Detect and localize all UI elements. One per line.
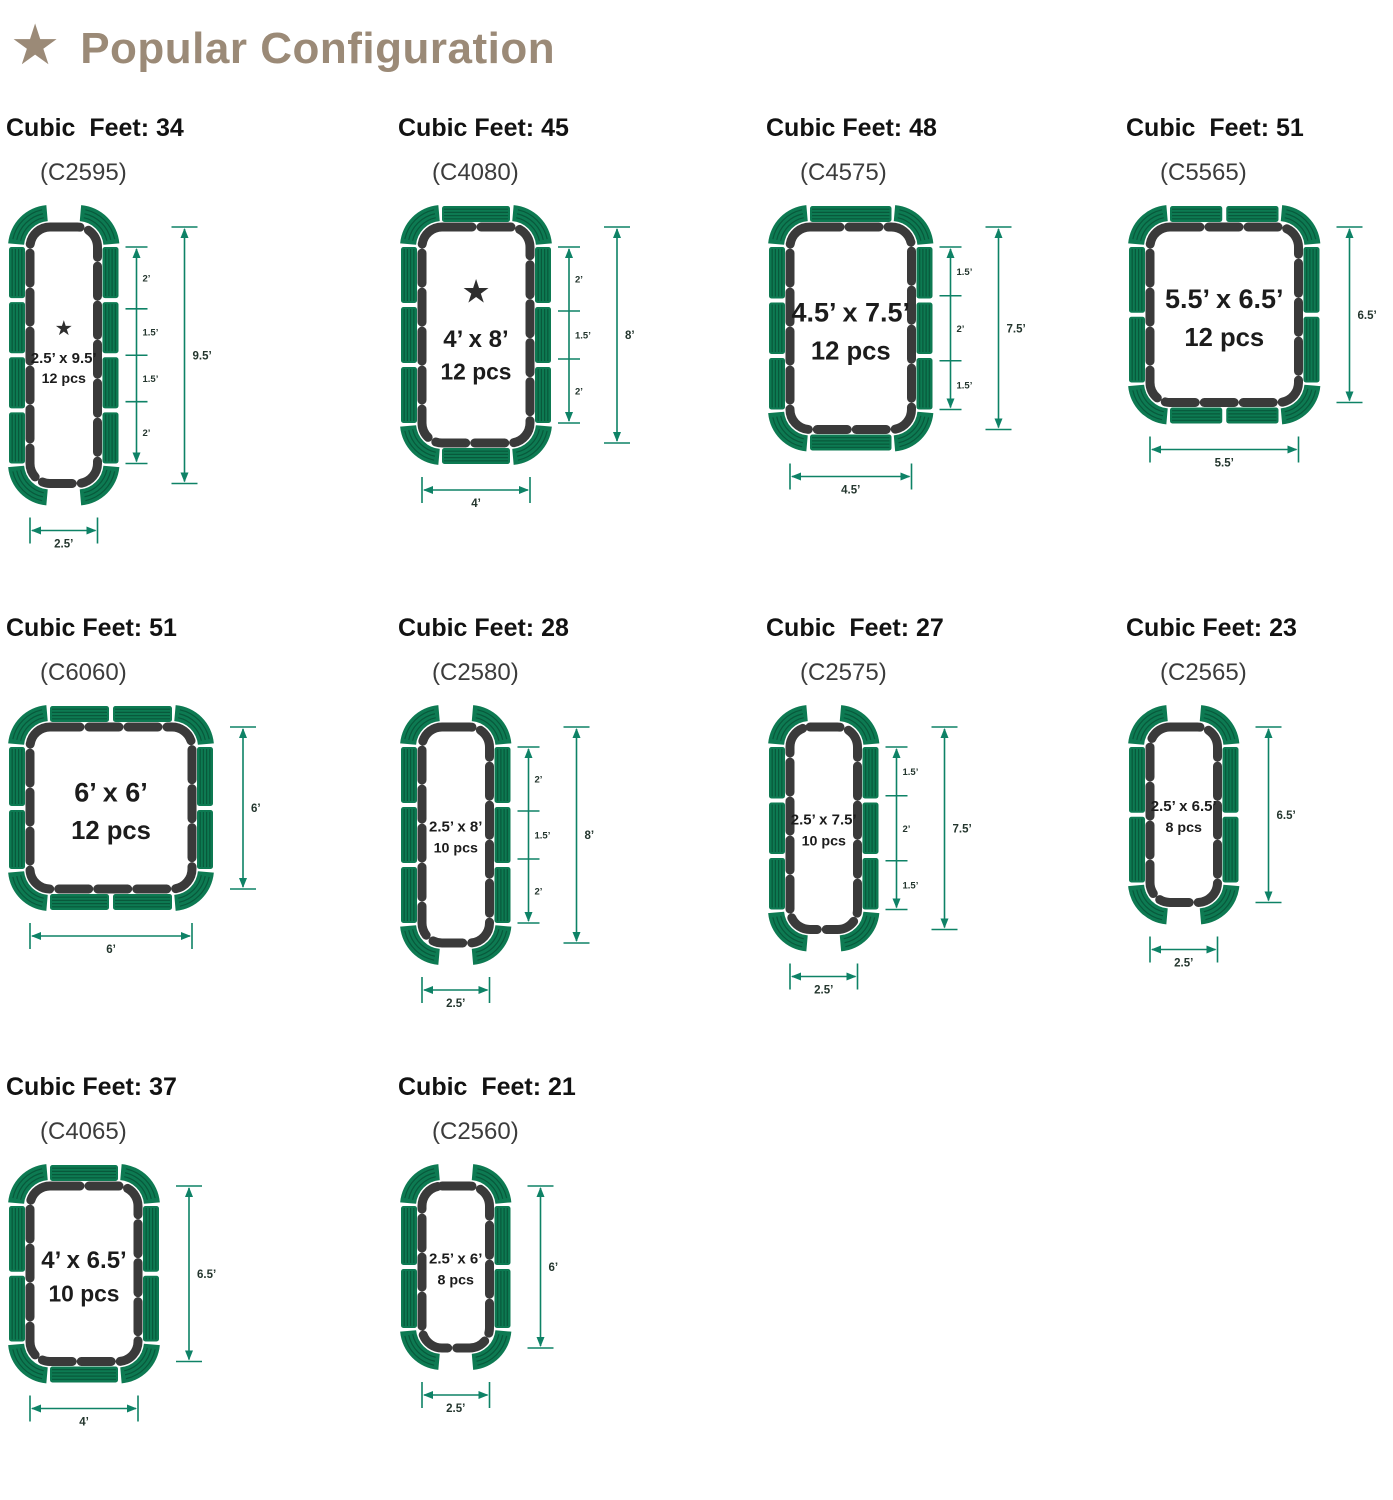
side-piece <box>9 247 25 298</box>
arrowhead <box>87 527 97 535</box>
side-piece <box>769 358 785 410</box>
arrowhead <box>31 1405 41 1413</box>
side-piece <box>769 803 785 855</box>
side-piece <box>535 367 551 423</box>
arrowhead <box>181 228 189 238</box>
segment-label: 1.5’ <box>575 330 591 342</box>
height-dimension-label: 8’ <box>584 830 595 842</box>
arrowhead <box>479 1391 489 1399</box>
config-diagram-c2565 <box>1120 697 1315 985</box>
popular-star-icon: ★ <box>54 318 73 340</box>
config-diagram-c2595 <box>0 197 231 566</box>
side-piece <box>401 807 417 863</box>
arrowhead <box>239 728 247 738</box>
config-diagram-c4575 <box>760 197 1045 512</box>
side-piece <box>495 1206 511 1265</box>
cubic-feet-title: Cubic Feet: 48 <box>766 114 937 142</box>
config-diagram-c2575 <box>760 697 991 1012</box>
side-piece <box>50 894 109 910</box>
config-diagram-c2580 <box>392 697 623 1025</box>
segment-label: 2’ <box>575 386 583 398</box>
size-label: 2.5’ x 7.5’ <box>790 811 857 829</box>
arrowhead <box>31 527 41 535</box>
model-code: (C4575) <box>800 159 887 186</box>
model-code: (C2595) <box>40 159 127 186</box>
width-dimension-label: 4.5’ <box>841 484 861 497</box>
arrowhead <box>1346 228 1354 238</box>
width-dimension-label: 2.5’ <box>54 538 74 551</box>
height-dimension-label: 9.5’ <box>192 350 212 363</box>
side-piece <box>495 807 511 863</box>
arrowhead <box>537 1337 545 1347</box>
pcs-label: 8 pcs <box>437 1272 474 1289</box>
width-dimension-label: 5.5’ <box>1214 457 1234 470</box>
side-piece <box>1223 817 1239 883</box>
side-piece <box>401 747 417 803</box>
arrowhead <box>1207 946 1217 954</box>
side-piece <box>863 747 879 799</box>
arrowhead <box>1151 446 1161 454</box>
arrowhead <box>127 1405 137 1413</box>
bed-outline <box>790 227 912 430</box>
bed-outline <box>30 727 192 889</box>
side-piece <box>535 307 551 363</box>
arrowhead <box>893 748 901 758</box>
side-piece <box>9 357 25 408</box>
popular-star-icon: ★ <box>461 273 491 310</box>
side-piece <box>9 1276 25 1342</box>
side-piece <box>9 302 25 353</box>
arrowhead <box>1265 728 1273 738</box>
arrowhead <box>519 486 529 494</box>
model-code: (C2575) <box>800 659 887 686</box>
segment-label: 2’ <box>534 886 543 898</box>
side-piece <box>401 367 417 423</box>
side-piece <box>917 303 933 355</box>
segment-label: 1.5’ <box>956 266 973 278</box>
config-diagram-c4080 <box>392 197 663 525</box>
segment-label: 2’ <box>956 323 965 335</box>
side-piece <box>495 1269 511 1328</box>
bed-outline <box>30 1186 138 1362</box>
height-dimension-label: 6.5’ <box>1276 809 1296 822</box>
side-piece <box>442 206 510 222</box>
side-piece <box>917 358 933 410</box>
side-piece <box>1129 317 1145 383</box>
side-piece <box>917 247 933 299</box>
cubic-feet-title: Cubic Feet: 51 <box>1126 114 1304 142</box>
side-piece <box>769 303 785 355</box>
config-card-c5565 <box>1120 114 1393 566</box>
height-dimension-label: 8’ <box>625 330 635 342</box>
width-dimension-label: 2.5’ <box>1174 957 1194 970</box>
side-piece <box>9 1206 25 1272</box>
arrowhead <box>573 932 581 942</box>
arrowhead <box>31 932 41 940</box>
page-header <box>0 0 1393 88</box>
height-dimension-label: 6.5’ <box>197 1268 217 1281</box>
side-piece <box>401 867 417 923</box>
arrowhead <box>1151 946 1161 954</box>
arrowhead <box>423 1391 433 1399</box>
segment-label: 2’ <box>142 273 151 285</box>
cubic-feet-title: Cubic Feet: 28 <box>398 614 569 642</box>
pcs-label: 12 pcs <box>41 371 86 387</box>
side-piece <box>50 1165 118 1181</box>
segment-label: 2’ <box>902 823 911 835</box>
side-piece <box>9 412 25 463</box>
pcs-label: 10 pcs <box>48 1280 120 1307</box>
side-piece <box>9 747 25 806</box>
arrowhead <box>613 228 621 238</box>
side-piece <box>401 1206 417 1265</box>
arrowhead <box>947 399 955 409</box>
model-code: (C5565) <box>1160 159 1247 186</box>
arrowhead <box>185 1187 193 1197</box>
pcs-label: 8 pcs <box>1165 820 1202 836</box>
cubic-feet-title: Cubic Feet: 37 <box>6 1073 177 1101</box>
size-label: 2.5’ x 6.5’ <box>1150 798 1217 815</box>
side-piece <box>103 247 119 298</box>
side-piece <box>535 247 551 303</box>
width-dimension-label: 4’ <box>79 1416 89 1429</box>
height-dimension-label: 7.5’ <box>952 823 972 836</box>
arrowhead <box>239 878 247 888</box>
config-card-c2580 <box>392 614 760 1025</box>
config-diagram-c5565 <box>1120 197 1393 485</box>
page-title: Popular Configuration <box>80 24 556 73</box>
segment-label: 1.5’ <box>142 373 159 385</box>
arrowhead <box>423 486 433 494</box>
height-dimension-label: 6’ <box>548 1262 559 1274</box>
side-piece <box>495 747 511 803</box>
model-code: (C4080) <box>432 159 519 186</box>
arrowhead <box>941 919 949 929</box>
pcs-label: 10 pcs <box>433 840 478 857</box>
arrowhead <box>791 973 801 981</box>
width-dimension-label: 6’ <box>106 944 116 956</box>
arrowhead <box>1288 446 1298 454</box>
config-card-c6060 <box>0 614 392 1025</box>
config-card-c2560 <box>392 1073 760 1444</box>
model-code: (C4065) <box>40 1118 127 1145</box>
width-dimension-label: 2.5’ <box>446 998 466 1010</box>
side-piece <box>1129 247 1145 313</box>
arrowhead <box>525 912 533 922</box>
arrowhead <box>565 248 573 258</box>
pcs-label: 12 pcs <box>810 337 891 366</box>
cubic-feet-title: Cubic Feet: 27 <box>766 614 944 642</box>
height-dimension-label: 6’ <box>251 803 261 815</box>
star-icon: ★ <box>10 13 61 76</box>
width-dimension-label: 2.5’ <box>446 1403 466 1415</box>
arrowhead <box>995 228 1003 238</box>
side-piece <box>50 706 109 722</box>
arrowhead <box>525 748 533 758</box>
arrowhead <box>995 419 1003 429</box>
config-diagram-c2560 <box>392 1156 587 1430</box>
side-piece <box>401 1269 417 1328</box>
size-label: 6’ x 6’ <box>74 777 148 808</box>
arrowhead <box>1346 392 1354 402</box>
model-code: (C2565) <box>1160 659 1247 686</box>
config-diagram-c6060 <box>0 697 289 971</box>
side-piece <box>103 357 119 408</box>
side-piece <box>769 858 785 910</box>
cubic-feet-title: Cubic Feet: 34 <box>6 114 184 142</box>
height-dimension-label: 7.5’ <box>1006 323 1026 336</box>
arrowhead <box>791 473 801 481</box>
segment-label: 2’ <box>142 428 151 440</box>
side-piece <box>103 302 119 353</box>
model-code: (C6060) <box>40 659 127 686</box>
side-piece <box>769 747 785 799</box>
segment-label: 2’ <box>534 774 543 786</box>
side-piece <box>863 858 879 910</box>
side-piece <box>495 867 511 923</box>
side-piece <box>1304 317 1320 383</box>
size-label: 2.5’ x 9.5’ <box>30 349 97 367</box>
side-piece <box>113 706 172 722</box>
config-card-c2575 <box>760 614 1120 1025</box>
side-piece <box>442 448 510 464</box>
config-card-c4080 <box>392 114 760 566</box>
arrowhead <box>565 412 573 422</box>
side-piece <box>1226 206 1278 222</box>
arrowhead <box>901 473 911 481</box>
pcs-label: 12 pcs <box>71 817 151 846</box>
pcs-label: 10 pcs <box>801 833 846 850</box>
arrowhead <box>479 986 489 994</box>
configs-grid <box>0 88 1393 1444</box>
cubic-feet-title: Cubic Feet: 21 <box>398 1073 576 1101</box>
side-piece <box>113 894 172 910</box>
config-card-c2595 <box>0 114 392 566</box>
config-diagram-c4065 <box>0 1156 235 1444</box>
side-piece <box>810 435 892 451</box>
segment-label: 2’ <box>575 274 583 286</box>
side-piece <box>401 307 417 363</box>
arrowhead <box>1265 892 1273 902</box>
arrowhead <box>573 728 581 738</box>
segment-label: 1.5’ <box>142 327 159 339</box>
side-piece <box>103 412 119 463</box>
arrowhead <box>181 932 191 940</box>
size-label: 2.5’ x 8’ <box>429 818 483 836</box>
size-label: 5.5’ x 6.5’ <box>1164 284 1284 314</box>
side-piece <box>197 810 213 869</box>
arrowhead <box>613 432 621 442</box>
side-piece <box>769 247 785 299</box>
cubic-feet-title: Cubic Feet: 45 <box>398 114 569 142</box>
size-label: 2.5’ x 6’ <box>429 1250 483 1268</box>
side-piece <box>1223 747 1239 813</box>
side-piece <box>1129 747 1145 813</box>
config-card-c4575 <box>760 114 1120 566</box>
arrowhead <box>133 248 141 258</box>
width-dimension-label: 2.5’ <box>814 984 834 997</box>
side-piece <box>1129 817 1145 883</box>
segment-label: 1.5’ <box>534 830 551 842</box>
segment-label: 1.5’ <box>902 766 919 778</box>
segment-label: 1.5’ <box>902 880 919 892</box>
cubic-feet-title: Cubic Feet: 51 <box>6 614 177 642</box>
arrowhead <box>947 248 955 258</box>
config-card-c4065 <box>0 1073 392 1444</box>
side-piece <box>143 1206 159 1272</box>
arrowhead <box>537 1187 545 1197</box>
size-label: 4’ x 6.5’ <box>41 1246 127 1274</box>
side-piece <box>197 747 213 806</box>
model-code: (C2580) <box>432 659 519 686</box>
side-piece <box>1226 408 1278 424</box>
size-label: 4.5’ x 7.5’ <box>791 297 911 328</box>
cubic-feet-title: Cubic Feet: 23 <box>1126 614 1297 642</box>
side-piece <box>143 1276 159 1342</box>
side-piece <box>1170 206 1222 222</box>
pcs-label: 12 pcs <box>440 358 512 385</box>
bed-outline <box>1150 227 1299 403</box>
size-label: 4’ x 8’ <box>443 326 509 353</box>
model-code: (C2560) <box>432 1118 519 1145</box>
arrowhead <box>847 973 857 981</box>
segment-label: 1.5’ <box>956 380 973 392</box>
side-piece <box>1170 408 1222 424</box>
side-piece <box>1304 247 1320 313</box>
arrowhead <box>181 473 189 483</box>
side-piece <box>9 810 25 869</box>
arrowhead <box>185 1351 193 1361</box>
side-piece <box>401 247 417 303</box>
arrowhead <box>423 986 433 994</box>
pcs-label: 12 pcs <box>1184 323 1265 352</box>
side-piece <box>50 1367 118 1383</box>
side-piece <box>810 206 892 222</box>
side-piece <box>863 803 879 855</box>
width-dimension-label: 4’ <box>471 498 481 510</box>
config-card-c2565 <box>1120 614 1393 1025</box>
arrowhead <box>893 899 901 909</box>
arrowhead <box>133 453 141 463</box>
height-dimension-label: 6.5’ <box>1357 309 1377 322</box>
arrowhead <box>941 728 949 738</box>
